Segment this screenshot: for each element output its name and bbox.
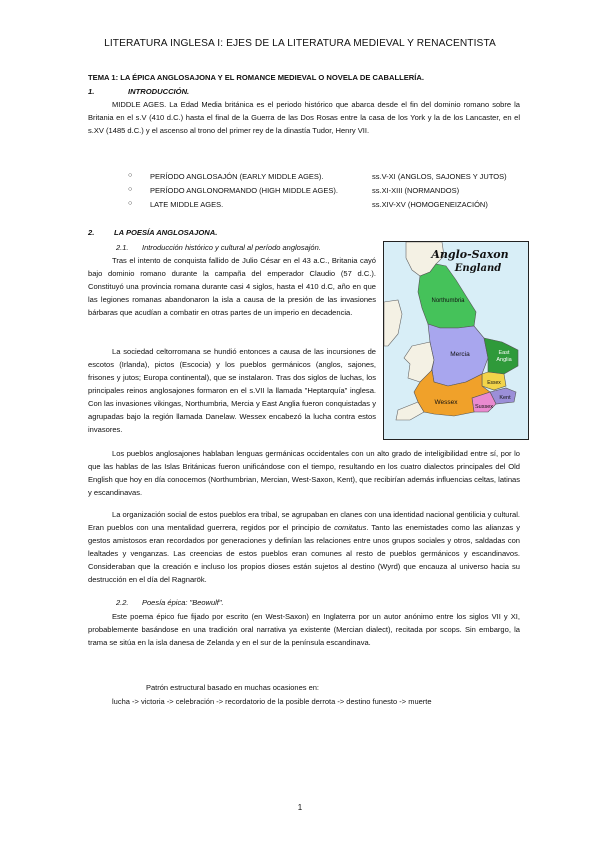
period-name: PERÍODO ANGLONORMANDO (HIGH MIDDLE AGES). (150, 186, 338, 195)
map-label-northumbria: Northumbria (431, 298, 465, 304)
map-label-kent: Kent (499, 395, 511, 401)
comitatus-term: comitatus (334, 523, 367, 533)
anglo-saxon-england-map (383, 241, 529, 440)
subsection-heading-2-2 (116, 598, 224, 607)
section-heading-2 (88, 228, 217, 237)
subsection-heading-2-1 (116, 243, 321, 252)
map-label-mercia: Mercia (450, 351, 470, 358)
map-label-wessex: Wessex (434, 399, 458, 406)
bullet-icon: ○ (128, 186, 133, 193)
map-label-sussex: Sussex (474, 404, 494, 410)
period-item (128, 186, 528, 198)
section-number: 2. (88, 228, 95, 237)
subsection-title: Introducción histórico y cultural al período anglosajón. (142, 243, 321, 252)
period-range: ss.V-XI (ANGLOS, SAJONES Y JUTOS) (372, 172, 507, 181)
map-title-line2: England (454, 263, 502, 274)
section-title: LA POESÍA ANGLOSAJONA. (114, 228, 218, 237)
languages-paragraph: Los pueblos anglosajones hablaban lenguas germánicas occidentales con un alto grado de inteligibilidad entre sí, por lo que las hablas de las Islas Británicas fueron unificándose con el tiempo, resultando en los cuatro dialectos principales del Old English que hoy en día conocemos (Northumbrian, Mercian, West-Saxon, Kent), que recibirían además influencias celtas, latinas y escandinavas. (88, 449, 520, 498)
map-title-line1: Anglo-Saxon (431, 248, 509, 261)
period-item (128, 172, 528, 184)
pattern-sequence: lucha -> victoria -> celebración -> recordatorio de la posible derrota -> destino funesto -> muerte (112, 697, 432, 706)
social-organization-paragraph: La organización social de estos pueblos era tribal, se agrupaban en clanes con una identidad nacional gentilicia y cultural. Eran pueblos con una mentalidad guerrera, regidos por el principio de comitatus. Tanto las enemistades como las alianzas y gestos amistosos eran recordados por generaciones y definían las relaciones entre unos grupos sociales y otros, saldadas con lealtades y venganzas. Las creencias de estos pueblos eran comunes al resto de pueblos germánicos y escandinavos. Consideraban que la creación e incluso los propios dioses están sujetos al destino (Wyrd) que encauza al universo hacia su destrucción en el día del Ragnarök. (88, 510, 520, 585)
beowulf-paragraph: Este poema épico fue fijado por escrito (en West-Saxon) en Inglaterra por un autor anónimo entre los siglos VII y XI, probablemente basándose en una tradición oral narrativa ya existente (Mercian dialect), recitada por scops. Sin embargo, la trama se sitúa en la isla danesa de Zelanda y en el sur de la península escandinava. (88, 612, 520, 648)
subsection-title: Poesía épica: "Beowulf". (142, 598, 224, 607)
map-label-essex: Essex (487, 380, 501, 386)
page-number: 1 (297, 803, 303, 812)
section-heading-1 (88, 87, 189, 96)
period-name: PERÍODO ANGLOSAJÓN (EARLY MIDDLE AGES). (150, 172, 324, 181)
pattern-title: Patrón estructural basado en muchas ocasiones en: (146, 683, 320, 692)
history-paragraph: Tras el intento de conquista fallido de Julio César en el 43 a.C., Britania cayó bajo dominio romano durante la campaña del emperador Claudio (57 d.C.). Constituyó una provincia romana durante casi 4 siglos, hasta el 410 d.C, año en que las legiones romanas abandonaron la isla a causa de la presión de las invasiones bárbaras que acudían a combatir en otras partes de un imperio en decadencia. (88, 256, 376, 318)
bullet-icon: ○ (128, 172, 133, 179)
subsection-number: 2.1. (116, 243, 129, 252)
society-paragraph: La sociedad celtorromana se hundió entonces a causa de las incursiones de escotos (Irlanda), pictos (Escocia) y los pueblos germánicos (anglos, sajones, frisones y jutos; Europa continental), que se instalaron. Tras dos siglos de luchas, los principales reinos anglosajones formaron en el s.VII la llamada "Heptarquía" inglesa. Con las invasiones vikingas, Northumbria, Mercia y East Anglia fueron conquistadas y agrupadas bajo la región llamada Danelaw. Wessex encabezó la lucha contra estos invasores. (88, 347, 376, 435)
map-label-east-anglia-line2: Anglia (496, 357, 512, 363)
topic-title: TEMA 1: LA ÉPICA ANGLOSAJONA Y EL ROMANCE MEDIEVAL O NOVELA DE CABALLERÍA. (88, 73, 424, 82)
subsection-number: 2.2. (116, 598, 129, 607)
map-illustration (384, 242, 528, 439)
section-number: 1. (88, 87, 95, 96)
bullet-icon: ○ (128, 200, 133, 207)
intro-paragraph: MIDDLE AGES. La Edad Media británica es el periodo histórico que abarca desde el fin del dominio romano sobre la Britania en el s.V (410 d.C.) hasta el final de la Guerra de las Dos Rosas entre la casa de los York y la de los Lancaster, en el s.XV (1485 d.C.) y el ascenso al trono del primer rey de la dinastía Tudor, Henry VII. (88, 100, 520, 136)
period-range: ss.XIV-XV (HOMOGENEIZACIÓN) (372, 200, 488, 209)
period-range: ss.XI-XIII (NORMANDOS) (372, 186, 460, 195)
section-title: INTRODUCCIÓN. (128, 87, 190, 96)
map-label-east-anglia-line1: East (498, 350, 510, 356)
period-item (128, 200, 528, 212)
period-name: LATE MIDDLE AGES. (150, 200, 224, 209)
page-header: LITERATURA INGLESA I: EJES DE LA LITERATURA MEDIEVAL Y RENACENTISTA (104, 38, 496, 49)
